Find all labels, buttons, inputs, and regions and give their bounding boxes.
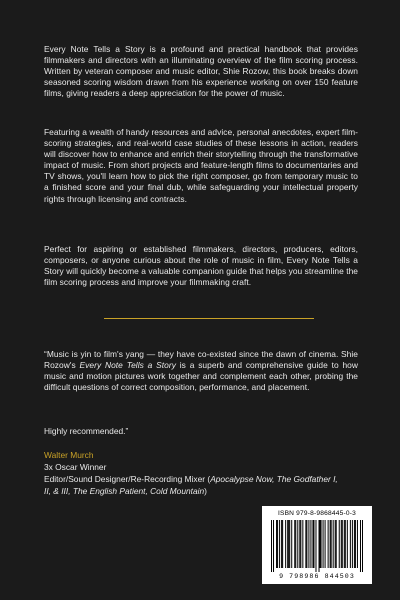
barcode-bar: [291, 520, 292, 568]
barcode-bar: [310, 520, 311, 568]
barcode-bar: [341, 520, 342, 568]
barcode-bar: [350, 520, 351, 568]
barcode-bar: [315, 520, 316, 572]
blurb-author-name: Walter Murch: [44, 450, 94, 460]
author-films-line-1: Apocalypse Now, The Godfather I,: [210, 474, 338, 484]
barcode-bar: [287, 520, 288, 568]
barcode-bar: [277, 520, 278, 568]
barcode-bar: [273, 520, 274, 572]
barcode-bar: [347, 520, 348, 568]
barcode-bar: [299, 520, 300, 568]
author-role-close: ): [204, 486, 207, 496]
barcode-bar: [302, 520, 303, 568]
blurb-quote: [44, 349, 358, 393]
barcode-bar: [289, 520, 290, 568]
barcode-bars: [271, 520, 363, 572]
barcode-bar: [319, 520, 320, 572]
barcode-bar: [320, 520, 321, 568]
blurb-author-award: 3x Oscar Winner: [44, 462, 107, 472]
barcode-bar: [300, 520, 301, 568]
description-paragraph-3: Perfect for aspiring or established filmmakers, directors, producers, editors, composers, or anyone curious about the role of music in film, Every Note Tells a Story will quickly become a valuable companion guide that helps you streamline the film scoring process and improve your filmmaking craft.: [44, 244, 358, 288]
barcode-bar: [295, 520, 296, 568]
barcode-bar: [362, 520, 363, 572]
description-paragraph-2: Featuring a wealth of handy resources and advice, personal anecdotes, expert film-scoring strategies, and real-world case studies of these lessons in action, readers will discover how to enhance and enrich their storytelling through the transformative impact of music. From short projects and feature-length films to documentaries and TV shows, you'll learn how to pick the right composer, go from temporary music to a finished score and your final dub, while safeguarding your intellectual property rights through licensing and contracts.: [44, 127, 358, 204]
barcode-bar: [331, 520, 332, 568]
barcode-bar: [288, 520, 289, 568]
barcode-bar: [330, 520, 331, 568]
barcode-bar: [344, 520, 345, 568]
barcode-bar: [306, 520, 307, 568]
author-role-text: Editor/Sound Designer/Re-Recording Mixer (: [44, 474, 211, 484]
barcode-bar: [321, 520, 322, 568]
barcode-bar: [335, 520, 336, 568]
blurb-author-films: [44, 486, 344, 498]
barcode-bar: [276, 520, 277, 568]
barcode-bar: [323, 520, 324, 568]
barcode-bar: [281, 520, 282, 568]
barcode-bar: [285, 520, 286, 568]
isbn-barcode: [262, 506, 372, 584]
quote-book-title: Every Note Tells a Story: [79, 360, 176, 371]
barcode-bar: [333, 520, 334, 568]
barcode-bar: [342, 520, 343, 568]
quote-part-2: is a superb and comprehensive guide to how music and motion pictures work together and complement each other, probing the difficult questions of correct composition, performance, and placement.: [44, 360, 358, 393]
barcode-digits: 9 798986 844503: [279, 573, 355, 580]
barcode-bar: [279, 520, 280, 568]
barcode-bar: [297, 520, 298, 568]
quote-part-1: “Music is yin to film's yang — they have co-existed since the dawn of cinema. Shie Rozow's: [44, 349, 358, 371]
barcode-bar: [355, 520, 356, 568]
barcode-bar: [345, 520, 346, 568]
blurb-author-role: [44, 474, 344, 486]
blurb-verdict: Highly recommended.”: [44, 426, 129, 436]
barcode-bar: [354, 520, 355, 568]
barcode-bar: [294, 520, 295, 568]
barcode-bar: [328, 520, 329, 568]
barcode-bar: [360, 520, 361, 572]
barcode-bar: [313, 520, 314, 568]
barcode-bar: [308, 520, 309, 568]
author-films-line-2: II, & III, The English Patient, Cold Mountain: [44, 486, 205, 496]
description-paragraph-1: Every Note Tells a Story is a profound and practical handbook that provides filmmakers and directors with an illuminating overview of the film scoring process. Written by veteran composer and music editor, Shie Rozow, this book breaks down seasoned scoring wisdom drawn from his experience working on over 150 feature films, giving readers a deep appreciation for the power of music.: [44, 44, 358, 99]
barcode-bar: [305, 520, 306, 568]
barcode-bar: [339, 520, 340, 568]
barcode-bar: [336, 520, 337, 568]
barcode-bar: [282, 520, 283, 568]
barcode-bar: [357, 520, 358, 568]
isbn-label: ISBN 979-8-9868445-0-3: [277, 510, 357, 517]
barcode-bar: [312, 520, 313, 568]
barcode-bar: [271, 520, 272, 572]
barcode-bar: [352, 520, 353, 568]
gold-divider: [104, 318, 314, 319]
barcode-bar: [325, 520, 326, 568]
